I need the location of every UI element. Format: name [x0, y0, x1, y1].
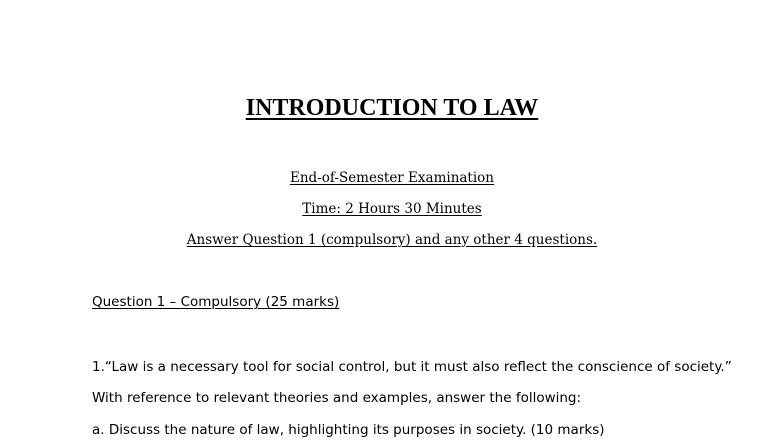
exam-type-line: End-of-Semester Examination — [289, 170, 495, 186]
question-1-statement: 1.“Law is a necessary tool for social control, but it must also reflect the conscience of society.” — [92, 359, 732, 375]
document-title: INTRODUCTION TO LAW — [245, 95, 539, 121]
question-1-part-a: a. Discuss the nature of law, highlighting its purposes in society. (10 marks) — [92, 422, 605, 438]
time-allowed-line: Time: 2 Hours 30 Minutes — [302, 201, 482, 217]
instructions-line: Answer Question 1 (compulsory) and any other 4 questions. — [186, 232, 598, 248]
question-1-reference: With reference to relevant theories and examples, answer the following: — [92, 390, 582, 406]
question-1-heading: Question 1 – Compulsory (25 marks) — [92, 294, 340, 310]
